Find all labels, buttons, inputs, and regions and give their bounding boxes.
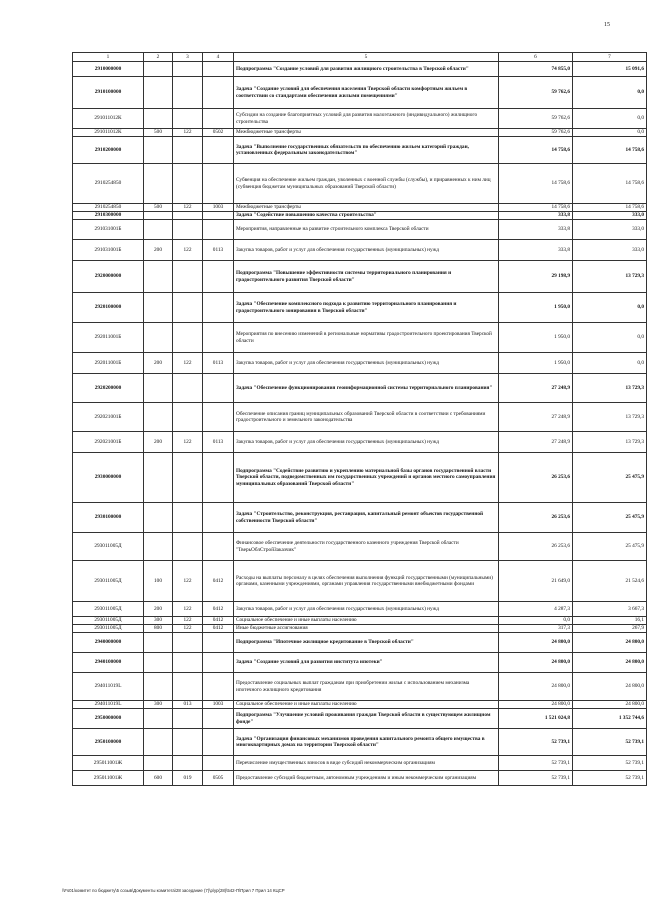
cell-code: 2910200000 (73, 137, 144, 164)
cell-value-actual: 25 475,9 (573, 503, 647, 533)
table-row (73, 756, 647, 771)
cell-value-actual: 1 352 744,6 (573, 709, 647, 729)
cell-value-plan: 14 758,6 (499, 137, 573, 164)
cell-section-code (203, 756, 234, 771)
table-row (73, 353, 647, 374)
cell-section-code: 0505 (203, 771, 234, 786)
cell-section-code (203, 653, 234, 673)
cell-code: 293011005Д (73, 533, 144, 561)
cell-value-plan: 26 253,6 (499, 453, 573, 503)
cell-value-actual: 21 524,6 (573, 561, 647, 602)
cell-value-actual: 24 800,0 (573, 701, 647, 709)
cell-value-actual: 0,0 (573, 293, 647, 323)
cell-expense-type (144, 164, 173, 204)
cell-section-code (203, 261, 234, 293)
cell-name: Задача "Организация финансовых механизмов проведения капитального ремонта общего имущества в многоквартирных домах на территории Тверской области" (234, 729, 499, 756)
cell-name: Предоставление субсидий бюджетным, автономным учреждениям и иным некоммерческим организациям (234, 771, 499, 786)
cell-value-actual: 14 758,6 (573, 137, 647, 164)
cell-code: 294011019L (73, 701, 144, 709)
table-row (73, 771, 647, 786)
cell-value-plan: 1 521 024,8 (499, 709, 573, 729)
cell-name: Задача "Содействие повышению качества строительства" (234, 212, 499, 220)
cell-admin-code (173, 729, 203, 756)
cell-admin-code: 122 (173, 617, 203, 625)
cell-expense-type (144, 503, 173, 533)
cell-admin-code (173, 109, 203, 129)
cell-value-actual: 52 739,1 (573, 756, 647, 771)
cell-name: Закупка товаров, работ и услуг для обеспечения государственных (муниципальных) нужд (234, 602, 499, 617)
cell-code: 292011001Б (73, 323, 144, 353)
cell-section-code: 1003 (203, 204, 234, 212)
cell-value-plan: 317,3 (499, 625, 573, 633)
table-row (73, 261, 647, 293)
cell-admin-code (173, 709, 203, 729)
table-row (73, 240, 647, 261)
cell-section-code: 0412 (203, 617, 234, 625)
cell-value-actual: 0,0 (573, 129, 647, 137)
cell-value-plan: 1 950,0 (499, 353, 573, 374)
cell-name: Субвенция на обеспечение жильем граждан, уволенных с военной службы (службы), и приравненных к ним лиц (субвенция бюджетам муниципальных образований Тверской области) (234, 164, 499, 204)
table-row (73, 561, 647, 602)
cell-value-actual: 15 091,6 (573, 62, 647, 77)
cell-value-plan: 333,8 (499, 212, 573, 220)
table-row (73, 625, 647, 633)
cell-section-code: 0412 (203, 602, 234, 617)
cell-code: 292011001Б (73, 353, 144, 374)
cell-expense-type (144, 62, 173, 77)
table-row (73, 701, 647, 709)
cell-value-actual: 333,0 (573, 220, 647, 240)
cell-value-plan: 59 762,6 (499, 77, 573, 109)
cell-expense-type (144, 673, 173, 701)
cell-name: Закупка товаров, работ и услуг для обеспечения государственных (муниципальных) нужд (234, 432, 499, 453)
cell-code: 2940000000 (73, 633, 144, 653)
cell-expense-type: 600 (144, 771, 173, 786)
cell-section-code (203, 77, 234, 109)
cell-name: Задача "Обеспечение функционирования геоинформационной системы территориального планирования" (234, 374, 499, 403)
cell-value-actual: 3 667,3 (573, 602, 647, 617)
cell-section-code: 1003 (203, 701, 234, 709)
cell-code: 293011005Д (73, 561, 144, 602)
cell-value-actual: 0,0 (573, 77, 647, 109)
cell-name: Задача "Строительство, реконструкция, реставрация, капитальный ремонт объектов государственной собственности Тверской области" (234, 503, 499, 533)
cell-value-plan: 26 253,6 (499, 533, 573, 561)
cell-admin-code: 122 (173, 129, 203, 137)
cell-admin-code (173, 77, 203, 109)
column-header-6: 6 (499, 53, 573, 62)
cell-name: Социальное обеспечение и иные выплаты населению (234, 617, 499, 625)
cell-expense-type (144, 109, 173, 129)
column-header-7: 7 (573, 53, 647, 62)
cell-code: 2910254850 (73, 204, 144, 212)
cell-expense-type (144, 293, 173, 323)
cell-admin-code: 122 (173, 602, 203, 617)
cell-value-actual: 0,0 (573, 353, 647, 374)
cell-name: Мероприятия по внесению изменений в региональные нормативы градостроительного проектирования Тверской области (234, 323, 499, 353)
cell-expense-type (144, 323, 173, 353)
footer-file-path: \\Fs01\комитет по бюджету\5 созыв\Документы комитета\28 заседание (7)\р\ур(28)\542-П\Прил 7 Прил 14 КЦСР (62, 888, 285, 893)
table-row (73, 220, 647, 240)
cell-value-plan: 4 287,3 (499, 602, 573, 617)
cell-admin-code (173, 220, 203, 240)
cell-value-actual: 13 729,3 (573, 374, 647, 403)
cell-admin-code (173, 503, 203, 533)
table-row (73, 602, 647, 617)
cell-expense-type (144, 633, 173, 653)
cell-section-code: 0113 (203, 240, 234, 261)
cell-expense-type (144, 403, 173, 432)
cell-section-code (203, 374, 234, 403)
cell-value-plan: 24 800,0 (499, 633, 573, 653)
cell-admin-code: 122 (173, 240, 203, 261)
column-header-4: 4 (203, 53, 234, 62)
cell-expense-type: 300 (144, 617, 173, 625)
table-body (73, 62, 647, 786)
cell-code: 292021001Б (73, 432, 144, 453)
cell-name: Закупка товаров, работ и услуг для обеспечения государственных (муниципальных) нужд (234, 353, 499, 374)
cell-section-code: 0113 (203, 432, 234, 453)
cell-value-plan: 59 762,6 (499, 109, 573, 129)
cell-name: Межбюджетные трансферты (234, 129, 499, 137)
cell-name: Социальное обеспечение и иные выплаты населению (234, 701, 499, 709)
table-row (73, 77, 647, 109)
table-row (73, 453, 647, 503)
cell-name: Иные бюджетные ассигнования (234, 625, 499, 633)
cell-value-plan: 333,8 (499, 220, 573, 240)
cell-section-code (203, 403, 234, 432)
cell-value-actual: 52 739,1 (573, 729, 647, 756)
cell-value-plan: 52 739,1 (499, 729, 573, 756)
cell-expense-type (144, 453, 173, 503)
cell-value-plan: 26 253,6 (499, 503, 573, 533)
cell-admin-code: 122 (173, 432, 203, 453)
cell-expense-type: 500 (144, 129, 173, 137)
cell-expense-type: 800 (144, 625, 173, 633)
cell-value-actual: 333,0 (573, 240, 647, 261)
cell-section-code: 0502 (203, 129, 234, 137)
cell-expense-type: 500 (144, 204, 173, 212)
cell-value-plan: 0,0 (499, 617, 573, 625)
cell-section-code (203, 293, 234, 323)
cell-code: 2950100000 (73, 729, 144, 756)
cell-code: 293011005Д (73, 602, 144, 617)
cell-value-plan: 24 800,0 (499, 701, 573, 709)
cell-section-code (203, 62, 234, 77)
cell-expense-type: 200 (144, 602, 173, 617)
cell-code: 291011012К (73, 129, 144, 137)
cell-name: Предоставление социальных выплат гражданам при приобретении жилья с использованием механизма ипотечного жилищного кредитования (234, 673, 499, 701)
cell-expense-type (144, 212, 173, 220)
cell-expense-type: 200 (144, 353, 173, 374)
cell-section-code (203, 164, 234, 204)
cell-admin-code (173, 673, 203, 701)
cell-admin-code: 122 (173, 561, 203, 602)
cell-value-actual: 52 739,1 (573, 771, 647, 786)
cell-value-plan: 59 762,6 (499, 129, 573, 137)
cell-value-actual: 16,1 (573, 617, 647, 625)
table-row (73, 374, 647, 403)
cell-admin-code: 019 (173, 771, 203, 786)
cell-expense-type (144, 137, 173, 164)
column-header-3: 3 (173, 53, 203, 62)
cell-admin-code (173, 212, 203, 220)
budget-table (72, 52, 647, 786)
cell-admin-code (173, 261, 203, 293)
cell-code: 292021001Б (73, 403, 144, 432)
cell-admin-code (173, 164, 203, 204)
cell-code: 2910100000 (73, 77, 144, 109)
cell-code: 2920100000 (73, 293, 144, 323)
cell-name: Перечисление имущественных взносов в виде субсидий некоммерческим организациям (234, 756, 499, 771)
cell-admin-code: 013 (173, 701, 203, 709)
cell-name: Подпрограмма "Повышение эффективности системы территориального планирования и градостроительного развития Тверской области" (234, 261, 499, 293)
cell-expense-type: 100 (144, 561, 173, 602)
cell-admin-code (173, 653, 203, 673)
cell-section-code (203, 212, 234, 220)
cell-section-code (203, 633, 234, 653)
cell-section-code (203, 453, 234, 503)
cell-value-actual: 333,0 (573, 212, 647, 220)
cell-value-plan: 24 800,0 (499, 673, 573, 701)
cell-section-code: 0113 (203, 353, 234, 374)
cell-value-actual: 24 800,0 (573, 653, 647, 673)
cell-admin-code: 122 (173, 353, 203, 374)
cell-code: 2920200000 (73, 374, 144, 403)
cell-code: 291031001Б (73, 220, 144, 240)
table-row (73, 109, 647, 129)
cell-value-actual: 14 758,6 (573, 164, 647, 204)
cell-name: Расходы на выплаты персоналу в целях обеспечения выполнения функций государственными (муниципальными) органами, казенными учреждениями, органами управления государственными внебюджетными фондами (234, 561, 499, 602)
column-header-5: 5 (234, 53, 499, 62)
cell-name: Мероприятия, направленные на развитие строительного комплекса Тверской области (234, 220, 499, 240)
table-row (73, 432, 647, 453)
cell-code: 2910254850 (73, 164, 144, 204)
cell-value-plan: 29 198,9 (499, 261, 573, 293)
cell-expense-type (144, 374, 173, 403)
cell-code: 2910000000 (73, 62, 144, 77)
cell-expense-type (144, 533, 173, 561)
cell-admin-code (173, 323, 203, 353)
table-row (73, 129, 647, 137)
table-row (73, 212, 647, 220)
cell-name: Межбюджетные трансферты (234, 204, 499, 212)
cell-expense-type (144, 77, 173, 109)
cell-section-code (203, 109, 234, 129)
cell-expense-type (144, 756, 173, 771)
table-row (73, 403, 647, 432)
cell-value-actual: 24 800,0 (573, 673, 647, 701)
cell-name: Подпрограмма "Улучшение условий проживания граждан Тверской области в существующем жилищном фонде" (234, 709, 499, 729)
cell-code: 295011001Ж (73, 756, 144, 771)
cell-code: 294011019L (73, 673, 144, 701)
cell-expense-type: 200 (144, 432, 173, 453)
cell-value-plan: 1 950,0 (499, 293, 573, 323)
cell-name: Подпрограмма "Создание условий для развития жилищного строительства в Тверской области" (234, 62, 499, 77)
cell-name: Задача "Выполнение государственных обязательств по обеспечению жильем категорий граждан, установленных федеральным законодательством" (234, 137, 499, 164)
table-row (73, 204, 647, 212)
cell-section-code: 0412 (203, 625, 234, 633)
cell-name: Закупка товаров, работ и услуг для обеспечения государственных (муниципальных) нужд (234, 240, 499, 261)
cell-admin-code (173, 633, 203, 653)
cell-expense-type (144, 709, 173, 729)
cell-section-code (203, 137, 234, 164)
cell-expense-type: 200 (144, 240, 173, 261)
cell-value-actual: 13 729,3 (573, 432, 647, 453)
cell-admin-code: 122 (173, 625, 203, 633)
cell-code: 293011005Д (73, 625, 144, 633)
table-header-row (73, 53, 647, 62)
cell-name: Подпрограмма "Ипотечное жилищное кредитование в Тверской области" (234, 633, 499, 653)
column-header-1: 1 (73, 53, 144, 62)
cell-section-code (203, 729, 234, 756)
cell-value-plan: 14 758,6 (499, 164, 573, 204)
cell-value-actual: 0,0 (573, 109, 647, 129)
cell-name: Задача "Создание условий для развития института ипотеки" (234, 653, 499, 673)
cell-section-code (203, 673, 234, 701)
cell-code: 2920000000 (73, 261, 144, 293)
cell-value-plan: 27 248,9 (499, 432, 573, 453)
cell-admin-code (173, 453, 203, 503)
cell-value-actual: 25 475,9 (573, 533, 647, 561)
cell-expense-type: 300 (144, 701, 173, 709)
cell-name: Финансовое обеспечение деятельности государственного казенного учреждения Тверской области "ТверьОблСтройЗаказчик" (234, 533, 499, 561)
cell-code: 291011012К (73, 109, 144, 129)
cell-value-actual: 13 729,3 (573, 403, 647, 432)
table-row (73, 633, 647, 653)
cell-code: 2930000000 (73, 453, 144, 503)
cell-value-plan: 14 758,6 (499, 204, 573, 212)
cell-value-plan: 52 739,1 (499, 756, 573, 771)
cell-expense-type (144, 653, 173, 673)
table-row (73, 164, 647, 204)
cell-code: 291031001Б (73, 240, 144, 261)
cell-value-plan: 74 855,0 (499, 62, 573, 77)
cell-section-code (203, 533, 234, 561)
cell-admin-code (173, 137, 203, 164)
cell-code: 2910300000 (73, 212, 144, 220)
cell-code: 2950000000 (73, 709, 144, 729)
cell-value-plan: 27 248,9 (499, 374, 573, 403)
table-row (73, 709, 647, 729)
cell-admin-code (173, 756, 203, 771)
cell-admin-code (173, 293, 203, 323)
cell-admin-code (173, 533, 203, 561)
cell-section-code: 0412 (203, 561, 234, 602)
cell-value-plan: 24 800,0 (499, 653, 573, 673)
cell-value-plan: 333,8 (499, 240, 573, 261)
table-row (73, 293, 647, 323)
cell-section-code (203, 503, 234, 533)
cell-section-code (203, 323, 234, 353)
cell-admin-code (173, 374, 203, 403)
table-row (73, 533, 647, 561)
table-row (73, 729, 647, 756)
cell-expense-type (144, 261, 173, 293)
table-row (73, 673, 647, 701)
cell-name: Субсидии на создание благоприятных условий для развития малоэтажного (индивидуального) жилищного строительства (234, 109, 499, 129)
cell-value-actual: 267,9 (573, 625, 647, 633)
table-row (73, 323, 647, 353)
cell-code: 295011001Ж (73, 771, 144, 786)
cell-admin-code (173, 62, 203, 77)
cell-value-plan: 21 649,0 (499, 561, 573, 602)
table-row (73, 62, 647, 77)
cell-admin-code (173, 403, 203, 432)
cell-value-actual: 24 800,0 (573, 633, 647, 653)
cell-section-code (203, 709, 234, 729)
cell-admin-code: 122 (173, 204, 203, 212)
table-row (73, 617, 647, 625)
table-row (73, 137, 647, 164)
cell-value-actual: 13 729,3 (573, 261, 647, 293)
cell-section-code (203, 220, 234, 240)
cell-name: Задача "Обеспечение комплексного подхода к развитию территориального планирования и градостроительного зонирования в Тверской области" (234, 293, 499, 323)
cell-name: Обеспечение описания границ муниципальных образований Тверской области в соответствии с требованиями градостроительного и земельного законодательства (234, 403, 499, 432)
cell-value-plan: 1 950,0 (499, 323, 573, 353)
cell-value-actual: 14 758,6 (573, 204, 647, 212)
cell-name: Подпрограмма "Содействие развитию и укреплению материальной базы органов государственной власти Тверской области, подведомственных им государственных учреждений и органов местного самоуправления муниципальных образований Тверской области" (234, 453, 499, 503)
table-row (73, 503, 647, 533)
cell-value-actual: 25 475,9 (573, 453, 647, 503)
cell-value-plan: 27 248,9 (499, 403, 573, 432)
cell-value-actual: 0,0 (573, 323, 647, 353)
column-header-2: 2 (144, 53, 173, 62)
table-row (73, 653, 647, 673)
cell-code: 2930100000 (73, 503, 144, 533)
cell-expense-type (144, 220, 173, 240)
cell-code: 2940100000 (73, 653, 144, 673)
cell-name: Задача "Создание условий для обеспечения населения Тверской области комфортным жильем в соответствии со стандартами обеспечения жилыми помещениями" (234, 77, 499, 109)
cell-value-plan: 52 739,1 (499, 771, 573, 786)
cell-expense-type (144, 729, 173, 756)
page-number: 15 (604, 22, 610, 28)
cell-code: 293011005Д (73, 617, 144, 625)
